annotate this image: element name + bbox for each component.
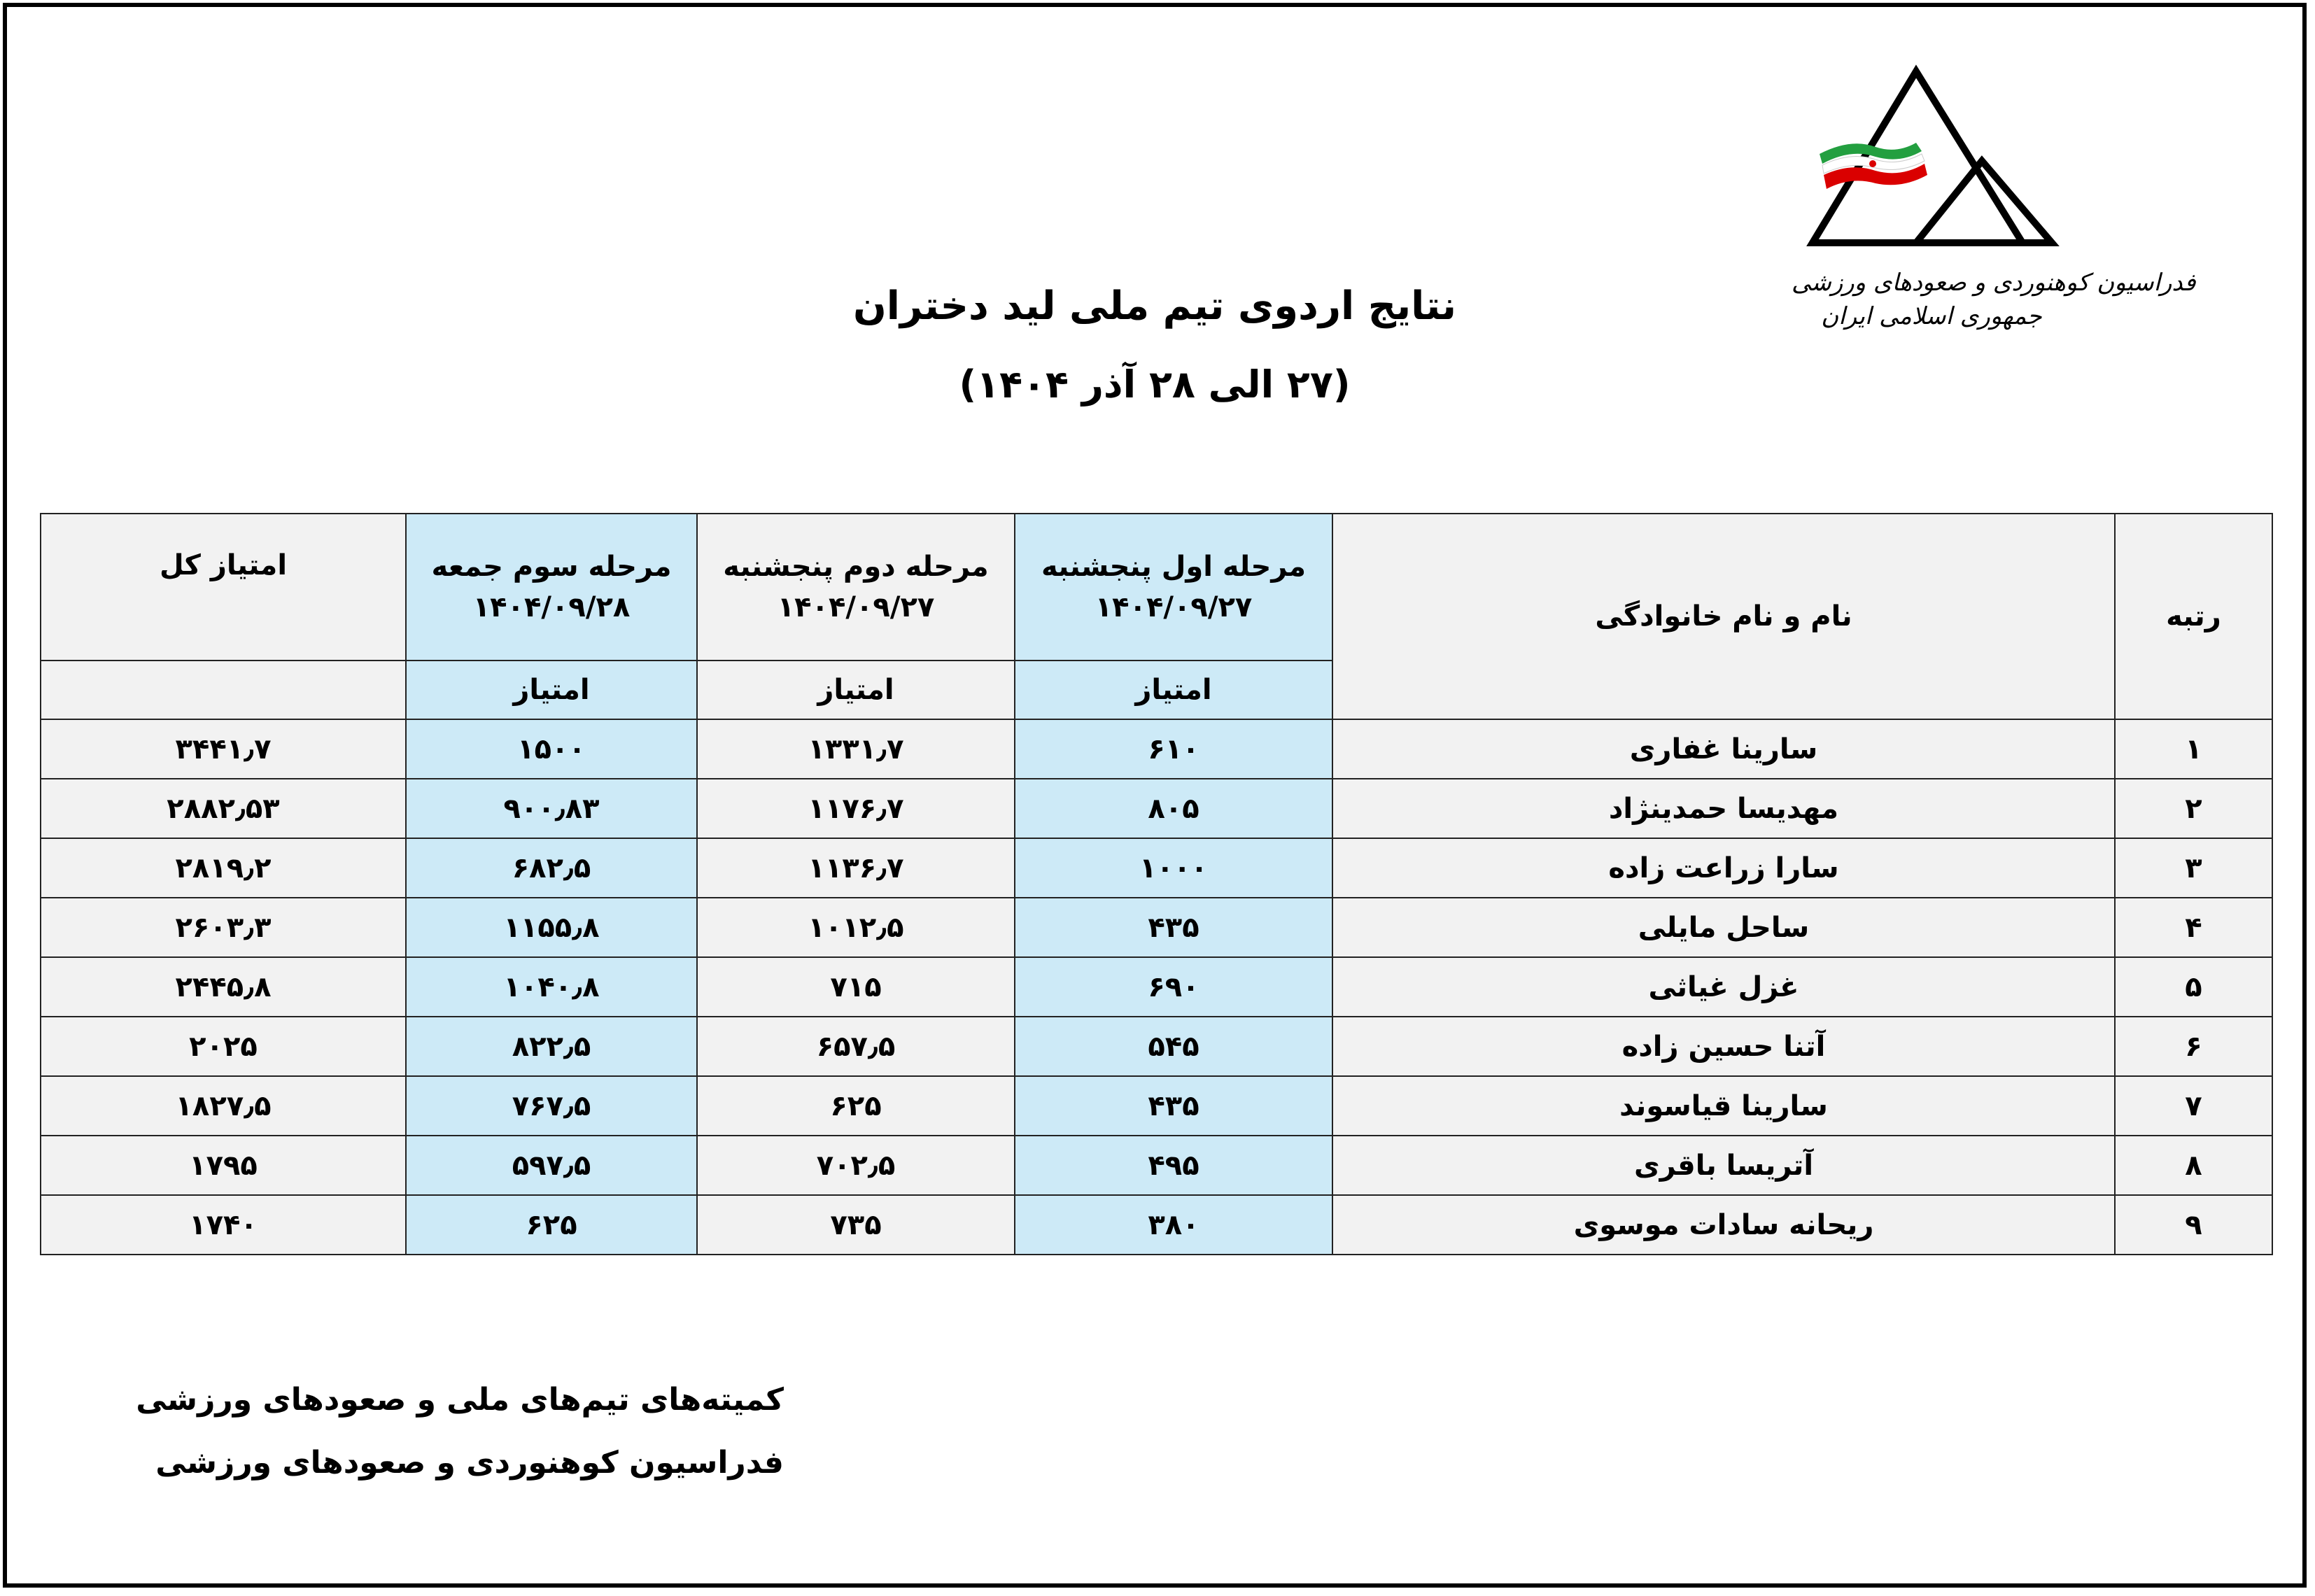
footer-federation: فدراسیون کوهنوردی و صعودهای ورزشی [155, 1445, 784, 1481]
cell-total-score: ۲۰۲۵ [41, 1017, 406, 1076]
stage3-name: مرحله سوم جمعه [431, 551, 672, 583]
cell-stage3-score: ۷۶۷٫۵ [406, 1076, 697, 1136]
cell-stage2-score: ۱۱۷۶٫۷ [697, 779, 1015, 838]
cell-stage3-score: ۱۱۵۵٫۸ [406, 898, 697, 957]
cell-name: آتنا حسین زاده [1332, 1017, 2115, 1076]
cell-rank: ۵ [2115, 957, 2272, 1017]
cell-name: سارینا غفاری [1332, 719, 2115, 779]
cell-rank: ۱ [2115, 719, 2272, 779]
cell-stage1-score: ۶۱۰ [1015, 719, 1332, 779]
header-stage2 [697, 514, 1015, 661]
cell-total-score: ۱۷۴۰ [41, 1195, 406, 1255]
cell-stage2-score: ۷۰۲٫۵ [697, 1136, 1015, 1195]
cell-rank: ۳ [2115, 838, 2272, 898]
cell-stage2-score: ۶۵۷٫۵ [697, 1017, 1015, 1076]
cell-total-score: ۲۶۰۳٫۳ [41, 898, 406, 957]
header-stage3-score: امتیاز [406, 661, 697, 719]
cell-name: آتریسا باقری [1332, 1136, 2115, 1195]
cell-stage2-score: ۷۱۵ [697, 957, 1015, 1017]
cell-stage2-score: ۶۲۵ [697, 1076, 1015, 1136]
header-name: نام و نام خانوادگی [1332, 514, 2115, 719]
cell-rank: ۷ [2115, 1076, 2272, 1136]
cell-stage3-score: ۹۰۰٫۸۳ [406, 779, 697, 838]
cell-total-score: ۳۴۴۱٫۷ [41, 719, 406, 779]
header-stage3 [406, 514, 697, 661]
cell-stage3-score: ۶۲۵ [406, 1195, 697, 1255]
header-rank: رتبه [2115, 514, 2272, 719]
table-row [41, 898, 2272, 957]
table-row [41, 779, 2272, 838]
federation-logo [1792, 64, 2196, 344]
header-stage2-score: امتیاز [697, 661, 1015, 719]
cell-stage2-score: ۱۳۳۱٫۷ [697, 719, 1015, 779]
stage1-date: ۱۴۰۴/۰۹/۲۷ [1095, 591, 1253, 623]
mountain-flag-icon [1792, 64, 2071, 267]
cell-stage2-score: ۷۳۵ [697, 1195, 1015, 1255]
table-row [41, 838, 2272, 898]
cell-stage3-score: ۱۵۰۰ [406, 719, 697, 779]
table-row [41, 719, 2272, 779]
table-row [41, 1076, 2272, 1136]
table-body [41, 719, 2272, 1255]
cell-stage1-score: ۶۹۰ [1015, 957, 1332, 1017]
stage2-name: مرحله دوم پنجشنبه [723, 551, 989, 583]
cell-total-score: ۲۸۸۲٫۵۳ [41, 779, 406, 838]
cell-stage1-score: ۴۳۵ [1015, 1076, 1332, 1136]
cell-name: سارا زراعت زاده [1332, 838, 2115, 898]
cell-stage1-score: ۵۴۵ [1015, 1017, 1332, 1076]
cell-total-score: ۲۸۱۹٫۲ [41, 838, 406, 898]
cell-rank: ۲ [2115, 779, 2272, 838]
cell-stage1-score: ۳۸۰ [1015, 1195, 1332, 1255]
cell-name: ساحل مایلی [1332, 898, 2115, 957]
stage1-name: مرحله اول پنجشنبه [1041, 551, 1306, 583]
cell-rank: ۴ [2115, 898, 2272, 957]
cell-stage2-score: ۱۰۱۲٫۵ [697, 898, 1015, 957]
cell-name: مهدیسا حمدینژاد [1332, 779, 2115, 838]
stage2-date: ۱۴۰۴/۰۹/۲۷ [777, 591, 935, 623]
cell-stage1-score: ۱۰۰۰ [1015, 838, 1332, 898]
cell-rank: ۹ [2115, 1195, 2272, 1255]
cell-stage3-score: ۵۹۷٫۵ [406, 1136, 697, 1195]
table-row [41, 1017, 2272, 1076]
cell-stage3-score: ۸۲۲٫۵ [406, 1017, 697, 1076]
cell-rank: ۶ [2115, 1017, 2272, 1076]
cell-rank: ۸ [2115, 1136, 2272, 1195]
results-table [40, 513, 2273, 1255]
cell-stage1-score: ۸۰۵ [1015, 779, 1332, 838]
logo-text-country: جمهوری اسلامی ایران [1821, 302, 2042, 330]
stage3-date: ۱۴۰۴/۰۹/۲۸ [472, 591, 631, 623]
cell-name: ریحانه سادات موسوی [1332, 1195, 2115, 1255]
cell-stage3-score: ۱۰۴۰٫۸ [406, 957, 697, 1017]
cell-name: سارینا قیاسوند [1332, 1076, 2115, 1136]
cell-stage2-score: ۱۱۳۶٫۷ [697, 838, 1015, 898]
header-stage1 [1015, 514, 1332, 661]
page-title: نتایج اردوی تیم ملی لید دختران [852, 283, 1457, 329]
cell-total-score: ۲۴۴۵٫۸ [41, 957, 406, 1017]
cell-name: غزل غیاثی [1332, 957, 2115, 1017]
cell-stage1-score: ۴۹۵ [1015, 1136, 1332, 1195]
cell-total-score: ۱۷۹۵ [41, 1136, 406, 1195]
header-stage1-score: امتیاز [1015, 661, 1332, 719]
footer-committee: کمیته‌های تیم‌های ملی و صعودهای ورزشی [136, 1382, 784, 1418]
table-row [41, 1136, 2272, 1195]
page-subtitle: (۲۷ الی ۲۸ آذر ۱۴۰۴) [959, 362, 1351, 407]
table-row [41, 1195, 2272, 1255]
table-row [41, 957, 2272, 1017]
header-total: امتیاز کل [41, 514, 406, 661]
cell-total-score: ۱۸۲۷٫۵ [41, 1076, 406, 1136]
logo-text-federation: فدراسیون کوهنوردی و صعودهای ورزشی [1792, 269, 2196, 297]
table-header-row [41, 514, 2272, 661]
header-total-empty [41, 661, 406, 719]
cell-stage3-score: ۶۸۲٫۵ [406, 838, 697, 898]
cell-stage1-score: ۴۳۵ [1015, 898, 1332, 957]
